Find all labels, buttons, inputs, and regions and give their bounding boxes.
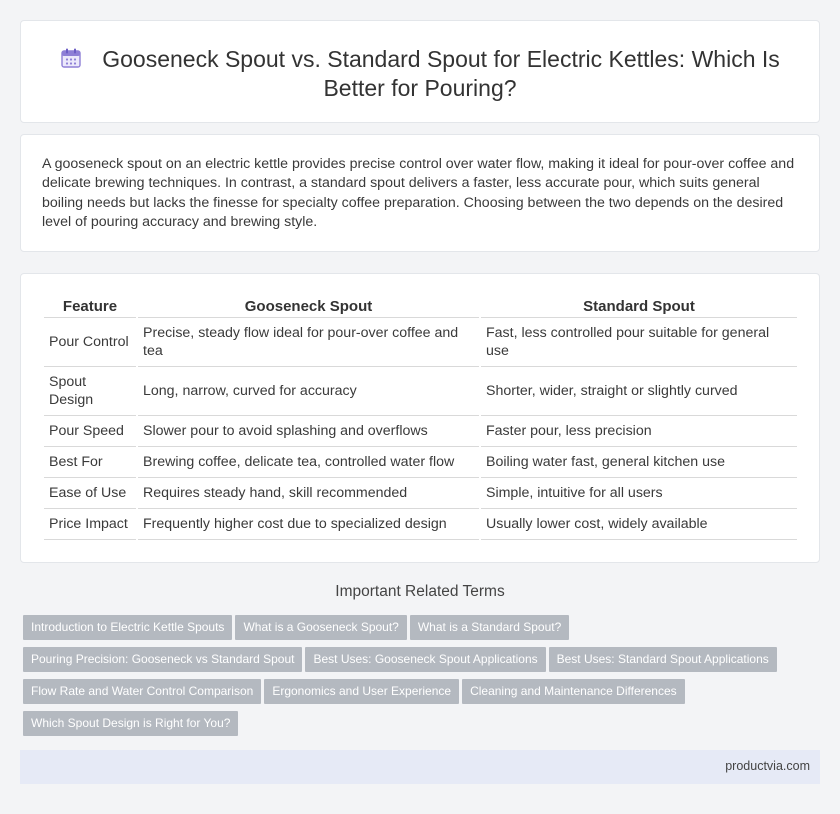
tag-row bbox=[23, 711, 813, 743]
tag-row bbox=[23, 679, 813, 711]
footer bbox=[20, 750, 820, 784]
tag-row bbox=[23, 615, 813, 647]
related-term-tag[interactable]: Cleaning and Maintenance Differences bbox=[462, 679, 685, 704]
related-term-tag[interactable]: What is a Gooseneck Spout? bbox=[235, 615, 406, 640]
gooseneck-cell: Frequently higher cost due to specialized design bbox=[138, 509, 479, 540]
intro-card bbox=[20, 134, 820, 252]
table-row bbox=[44, 509, 797, 540]
comparison-table bbox=[42, 296, 799, 540]
related-term-tag[interactable]: Introduction to Electric Kettle Spouts bbox=[23, 615, 232, 640]
related-term-tag[interactable]: Best Uses: Gooseneck Spout Applications bbox=[305, 647, 545, 672]
table-row bbox=[44, 318, 797, 367]
gooseneck-cell: Requires steady hand, skill recommended bbox=[138, 478, 479, 509]
tag-row bbox=[23, 647, 813, 679]
table-row bbox=[44, 478, 797, 509]
intro-paragraph: A gooseneck spout on an electric kettle provides precise control over water flow, making it ideal for pour-over coffee and delicate brewing techniques. In contrast, a standard spout delivers a faster, less accurate pour, which suits general boiling needs but lacks the finesse for specialty coffee preparation. Choosing between the two depends on the desired level of pouring accuracy and brewing style. bbox=[42, 156, 795, 230]
feature-cell: Price Impact bbox=[44, 509, 136, 540]
gooseneck-cell: Precise, steady flow ideal for pour-over coffee and tea bbox=[138, 318, 479, 367]
column-header-standard: Standard Spout bbox=[481, 296, 797, 318]
feature-cell: Pour Speed bbox=[44, 416, 136, 447]
column-header-feature: Feature bbox=[44, 296, 136, 318]
table-row bbox=[44, 416, 797, 447]
table-row bbox=[44, 367, 797, 416]
related-term-tag[interactable]: Which Spout Design is Right for You? bbox=[23, 711, 238, 736]
related-term-tag[interactable]: Best Uses: Standard Spout Applications bbox=[549, 647, 777, 672]
standard-cell: Boiling water fast, general kitchen use bbox=[481, 447, 797, 478]
standard-cell: Fast, less controlled pour suitable for general use bbox=[481, 318, 797, 367]
feature-cell: Pour Control bbox=[44, 318, 136, 367]
related-term-tag[interactable]: Flow Rate and Water Control Comparison bbox=[23, 679, 261, 704]
comparison-table-card bbox=[20, 273, 820, 563]
feature-cell: Ease of Use bbox=[44, 478, 136, 509]
standard-cell: Simple, intuitive for all users bbox=[481, 478, 797, 509]
gooseneck-cell: Long, narrow, curved for accuracy bbox=[138, 367, 479, 416]
table-row bbox=[44, 447, 797, 478]
standard-cell: Faster pour, less precision bbox=[481, 416, 797, 447]
related-terms-tags bbox=[23, 615, 813, 743]
gooseneck-cell: Brewing coffee, delicate tea, controlled water flow bbox=[138, 447, 479, 478]
standard-cell: Shorter, wider, straight or slightly curved bbox=[481, 367, 797, 416]
page-title-text: Gooseneck Spout vs. Standard Spout for Electric Kettles: Which Is Better for Pouring? bbox=[102, 46, 780, 101]
footer-site-link[interactable]: productvia.com bbox=[725, 759, 810, 773]
related-term-tag[interactable]: Pouring Precision: Gooseneck vs Standard Spout bbox=[23, 647, 302, 672]
column-header-gooseneck: Gooseneck Spout bbox=[138, 296, 479, 318]
page-title bbox=[60, 46, 780, 101]
standard-cell: Usually lower cost, widely available bbox=[481, 509, 797, 540]
feature-cell: Best For bbox=[44, 447, 136, 478]
gooseneck-cell: Slower pour to avoid splashing and overflows bbox=[138, 416, 479, 447]
feature-cell: Spout Design bbox=[44, 367, 136, 416]
related-term-tag[interactable]: What is a Standard Spout? bbox=[410, 615, 569, 640]
related-term-tag[interactable]: Ergonomics and User Experience bbox=[264, 679, 459, 704]
title-card bbox=[20, 20, 820, 123]
table-header-row bbox=[44, 296, 797, 318]
related-terms-heading: Important Related Terms bbox=[335, 583, 505, 600]
title-wrap bbox=[21, 45, 819, 103]
calendar-icon bbox=[60, 47, 82, 69]
